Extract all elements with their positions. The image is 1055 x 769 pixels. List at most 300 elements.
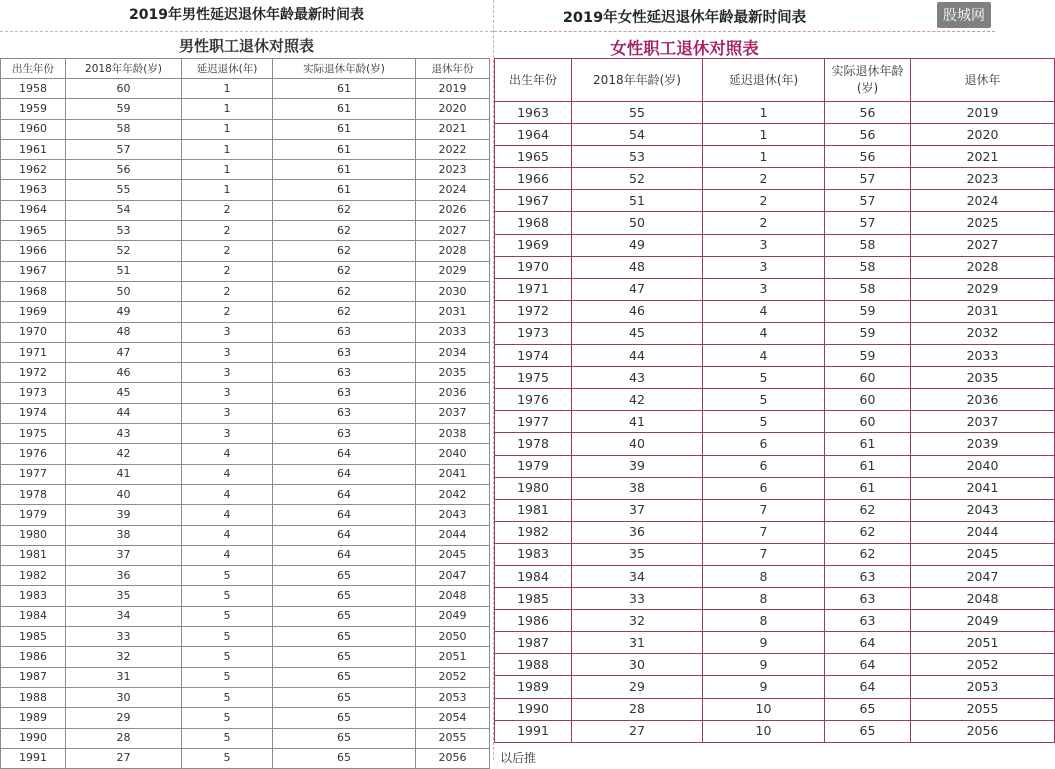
table-cell: 1980 (1, 525, 66, 545)
table-cell: 32 (66, 647, 182, 667)
table-cell: 2038 (416, 424, 490, 444)
table-cell: 33 (572, 588, 703, 610)
table-cell: 47 (66, 342, 182, 362)
table-cell: 2033 (416, 322, 490, 342)
table-row (1, 342, 490, 362)
table-cell: 57 (825, 212, 911, 234)
table-cell: 2 (182, 221, 273, 241)
male-retirement-table (0, 58, 490, 769)
table-row (1, 505, 490, 525)
table-cell: 2055 (911, 698, 1055, 720)
table-cell: 63 (273, 363, 416, 383)
table-cell: 50 (66, 281, 182, 301)
table-cell: 60 (825, 411, 911, 433)
table-cell: 1987 (495, 632, 572, 654)
table-cell: 52 (572, 168, 703, 190)
table-cell: 2024 (911, 190, 1055, 212)
table-cell: 4 (703, 345, 825, 367)
table-cell: 41 (572, 411, 703, 433)
table-cell: 1968 (1, 281, 66, 301)
table-cell: 64 (273, 444, 416, 464)
table-cell: 5 (182, 748, 273, 768)
table-cell: 52 (66, 241, 182, 261)
table-cell: 51 (66, 261, 182, 281)
table-cell: 1 (182, 180, 273, 200)
table-cell: 1983 (495, 543, 572, 565)
table-cell: 2027 (416, 221, 490, 241)
table-cell: 5 (182, 566, 273, 586)
table-cell: 1982 (1, 566, 66, 586)
table-cell: 1979 (1, 505, 66, 525)
table-cell: 62 (273, 221, 416, 241)
table-cell: 1 (182, 160, 273, 180)
table-cell: 62 (273, 200, 416, 220)
table-cell: 2056 (911, 720, 1055, 742)
table-cell: 62 (825, 543, 911, 565)
table-row (1, 748, 490, 768)
table-cell: 2029 (911, 278, 1055, 300)
table-cell: 59 (825, 345, 911, 367)
table-row (495, 102, 1055, 124)
table-cell: 1977 (1, 464, 66, 484)
table-row (495, 610, 1055, 632)
table-row (1, 200, 490, 220)
table-cell: 2 (182, 281, 273, 301)
table-cell: 2 (182, 261, 273, 281)
table-cell: 55 (66, 180, 182, 200)
table-cell: 2034 (416, 342, 490, 362)
table-cell: 58 (825, 234, 911, 256)
table-cell: 62 (825, 521, 911, 543)
table-cell: 2052 (416, 667, 490, 687)
table-cell: 3 (182, 322, 273, 342)
table-cell: 30 (66, 687, 182, 707)
table-cell: 3 (182, 342, 273, 362)
table-cell: 44 (66, 403, 182, 423)
table-row (1, 647, 490, 667)
table-cell: 43 (572, 367, 703, 389)
male-divider (0, 31, 493, 32)
table-cell: 33 (66, 627, 182, 647)
table-cell: 49 (572, 234, 703, 256)
table-cell: 65 (273, 728, 416, 748)
female-divider (494, 31, 995, 32)
table-cell: 8 (703, 610, 825, 632)
table-cell: 1963 (1, 180, 66, 200)
table-cell: 40 (572, 433, 703, 455)
table-row (1, 261, 490, 281)
table-cell: 37 (66, 545, 182, 565)
table-row (1, 444, 490, 464)
column-header: 延迟退休(年) (182, 59, 273, 79)
table-cell: 61 (825, 477, 911, 499)
table-cell: 1961 (1, 139, 66, 159)
table-cell: 2 (703, 212, 825, 234)
table-cell: 61 (825, 433, 911, 455)
table-row (1, 383, 490, 403)
table-cell: 64 (273, 545, 416, 565)
table-cell: 1988 (495, 654, 572, 676)
table-cell: 64 (825, 654, 911, 676)
table-cell: 46 (66, 363, 182, 383)
table-cell: 27 (572, 720, 703, 742)
table-cell: 5 (182, 728, 273, 748)
table-cell: 65 (825, 720, 911, 742)
table-row (1, 708, 490, 728)
table-row (495, 455, 1055, 477)
table-cell: 61 (273, 119, 416, 139)
table-cell: 45 (66, 383, 182, 403)
table-cell: 1960 (1, 119, 66, 139)
table-cell: 4 (182, 525, 273, 545)
table-cell: 1958 (1, 79, 66, 99)
table-row (1, 302, 490, 322)
table-cell: 1972 (495, 300, 572, 322)
table-cell: 65 (273, 586, 416, 606)
table-cell: 10 (703, 720, 825, 742)
table-cell: 3 (703, 234, 825, 256)
table-cell: 2049 (416, 606, 490, 626)
table-cell: 48 (66, 322, 182, 342)
table-cell: 1969 (1, 302, 66, 322)
table-row (1, 281, 490, 301)
table-cell: 2031 (416, 302, 490, 322)
table-cell: 1985 (1, 627, 66, 647)
table-cell: 57 (825, 190, 911, 212)
table-cell: 3 (182, 403, 273, 423)
table-cell: 2052 (911, 654, 1055, 676)
table-row (495, 322, 1055, 344)
table-row (1, 728, 490, 748)
table-row (1, 363, 490, 383)
table-cell: 28 (66, 728, 182, 748)
table-cell: 4 (182, 545, 273, 565)
table-cell: 1971 (495, 278, 572, 300)
table-cell: 65 (273, 667, 416, 687)
table-cell: 1 (182, 139, 273, 159)
table-cell: 61 (273, 99, 416, 119)
table-cell: 1974 (495, 345, 572, 367)
table-cell: 9 (703, 676, 825, 698)
column-header: 出生年份 (1, 59, 66, 79)
table-cell: 2028 (416, 241, 490, 261)
table-cell: 1 (182, 99, 273, 119)
table-cell: 6 (703, 477, 825, 499)
table-cell: 39 (66, 505, 182, 525)
table-cell: 50 (572, 212, 703, 234)
table-cell: 2032 (911, 322, 1055, 344)
table-cell: 1978 (1, 484, 66, 504)
table-cell: 36 (66, 566, 182, 586)
table-cell: 42 (66, 444, 182, 464)
table-cell: 2037 (911, 411, 1055, 433)
table-cell: 56 (66, 160, 182, 180)
table-cell: 2033 (911, 345, 1055, 367)
table-cell: 2030 (416, 281, 490, 301)
table-cell: 5 (703, 367, 825, 389)
table-cell: 60 (66, 79, 182, 99)
table-cell: 2019 (416, 79, 490, 99)
table-cell: 44 (572, 345, 703, 367)
table-cell: 1982 (495, 521, 572, 543)
table-cell: 2023 (911, 168, 1055, 190)
table-cell: 1991 (1, 748, 66, 768)
column-header: 出生年份 (495, 59, 572, 102)
column-header: 2018年年龄(岁) (66, 59, 182, 79)
column-header: 实际退休年龄(岁) (825, 59, 911, 102)
female-table-title: 女性职工退休对照表 (610, 39, 759, 58)
table-cell: 4 (182, 464, 273, 484)
table-row (1, 667, 490, 687)
table-row (495, 499, 1055, 521)
table-cell: 63 (825, 588, 911, 610)
table-cell: 60 (825, 389, 911, 411)
table-cell: 57 (825, 168, 911, 190)
table-cell: 2 (703, 190, 825, 212)
table-cell: 65 (273, 627, 416, 647)
table-cell: 61 (273, 139, 416, 159)
table-cell: 1965 (1, 221, 66, 241)
table-cell: 1963 (495, 102, 572, 124)
table-row (1, 464, 490, 484)
table-cell: 1959 (1, 99, 66, 119)
table-row (1, 525, 490, 545)
table-cell: 2019 (911, 102, 1055, 124)
table-cell: 62 (273, 241, 416, 261)
table-cell: 1991 (495, 720, 572, 742)
table-row (495, 720, 1055, 742)
table-cell: 7 (703, 543, 825, 565)
table-cell: 46 (572, 300, 703, 322)
table-cell: 1986 (495, 610, 572, 632)
table-cell: 1967 (495, 190, 572, 212)
watermark-logo: 股城网 (937, 2, 991, 28)
table-cell: 1986 (1, 647, 66, 667)
table-row (495, 146, 1055, 168)
table-cell: 1976 (495, 389, 572, 411)
table-cell: 1971 (1, 342, 66, 362)
table-cell: 5 (182, 708, 273, 728)
table-cell: 36 (572, 521, 703, 543)
table-cell: 1 (703, 124, 825, 146)
table-cell: 34 (572, 565, 703, 587)
table-cell: 1984 (1, 606, 66, 626)
table-cell: 55 (572, 102, 703, 124)
table-cell: 1981 (495, 499, 572, 521)
table-row (1, 687, 490, 707)
table-cell: 2040 (911, 455, 1055, 477)
table-cell: 2037 (416, 403, 490, 423)
table-cell: 65 (273, 687, 416, 707)
table-cell: 2043 (911, 499, 1055, 521)
table-cell: 4 (182, 444, 273, 464)
table-cell: 65 (273, 606, 416, 626)
table-cell: 3 (703, 256, 825, 278)
table-row (1, 424, 490, 444)
table-cell: 1 (703, 146, 825, 168)
table-cell: 65 (273, 708, 416, 728)
table-cell: 62 (273, 281, 416, 301)
table-row (495, 433, 1055, 455)
table-cell: 5 (182, 687, 273, 707)
table-cell: 1975 (495, 367, 572, 389)
table-cell: 53 (66, 221, 182, 241)
table-cell: 2035 (911, 367, 1055, 389)
table-cell: 47 (572, 278, 703, 300)
male-page-title: 2019年男性延迟退休年龄最新时间表 (129, 7, 364, 23)
table-cell: 65 (273, 647, 416, 667)
table-cell: 63 (273, 322, 416, 342)
table-cell: 10 (703, 698, 825, 720)
table-row (495, 389, 1055, 411)
table-cell: 1966 (1, 241, 66, 261)
table-cell: 2031 (911, 300, 1055, 322)
table-row (495, 234, 1055, 256)
table-row (1, 99, 490, 119)
table-cell: 2053 (911, 676, 1055, 698)
table-row (495, 543, 1055, 565)
table-cell: 4 (182, 484, 273, 504)
table-cell: 1970 (1, 322, 66, 342)
table-cell: 49 (66, 302, 182, 322)
table-cell: 1973 (495, 322, 572, 344)
table-row (495, 676, 1055, 698)
table-cell: 1978 (495, 433, 572, 455)
table-cell: 35 (66, 586, 182, 606)
table-cell: 5 (182, 627, 273, 647)
column-header: 退休年 (911, 59, 1055, 102)
table-row (495, 300, 1055, 322)
table-cell: 31 (572, 632, 703, 654)
table-cell: 2044 (911, 521, 1055, 543)
table-cell: 2026 (416, 200, 490, 220)
table-cell: 2023 (416, 160, 490, 180)
table-cell: 38 (66, 525, 182, 545)
table-cell: 1967 (1, 261, 66, 281)
table-cell: 64 (825, 676, 911, 698)
table-cell: 1976 (1, 444, 66, 464)
table-row (495, 278, 1055, 300)
table-cell: 1964 (1, 200, 66, 220)
table-row (495, 565, 1055, 587)
table-row (495, 477, 1055, 499)
table-cell: 1984 (495, 565, 572, 587)
table-cell: 1965 (495, 146, 572, 168)
table-cell: 34 (66, 606, 182, 626)
table-cell: 1969 (495, 234, 572, 256)
table-cell: 2 (182, 241, 273, 261)
table-row (495, 212, 1055, 234)
table-cell: 1987 (1, 667, 66, 687)
table-cell: 31 (66, 667, 182, 687)
table-cell: 2055 (416, 728, 490, 748)
table-cell: 2056 (416, 748, 490, 768)
table-cell: 28 (572, 698, 703, 720)
table-cell: 2044 (416, 525, 490, 545)
table-cell: 6 (703, 455, 825, 477)
table-row (495, 168, 1055, 190)
table-row (1, 627, 490, 647)
table-cell: 1988 (1, 687, 66, 707)
table-cell: 2042 (416, 484, 490, 504)
table-cell: 3 (182, 383, 273, 403)
table-cell: 1983 (1, 586, 66, 606)
table-cell: 1972 (1, 363, 66, 383)
table-cell: 2020 (416, 99, 490, 119)
table-cell: 63 (825, 565, 911, 587)
table-cell: 63 (825, 610, 911, 632)
table-cell: 2045 (911, 543, 1055, 565)
column-header: 退休年份 (416, 59, 490, 79)
table-cell: 42 (572, 389, 703, 411)
table-row (1, 79, 490, 99)
table-cell: 3 (703, 278, 825, 300)
table-cell: 56 (825, 124, 911, 146)
table-cell: 1974 (1, 403, 66, 423)
table-cell: 5 (703, 411, 825, 433)
table-cell: 5 (182, 667, 273, 687)
table-cell: 2020 (911, 124, 1055, 146)
table-cell: 2 (703, 168, 825, 190)
column-header: 2018年年龄(岁) (572, 59, 703, 102)
table-row (495, 521, 1055, 543)
table-cell: 2021 (911, 146, 1055, 168)
table-cell: 41 (66, 464, 182, 484)
table-cell: 2047 (911, 565, 1055, 587)
table-cell: 2054 (416, 708, 490, 728)
table-cell: 57 (66, 139, 182, 159)
table-cell: 8 (703, 565, 825, 587)
footnote: 以后推 (500, 751, 537, 765)
table-cell: 2027 (911, 234, 1055, 256)
table-cell: 64 (273, 525, 416, 545)
table-cell: 60 (825, 367, 911, 389)
table-cell: 61 (273, 79, 416, 99)
table-cell: 2051 (416, 647, 490, 667)
table-row (1, 586, 490, 606)
table-cell: 62 (273, 302, 416, 322)
male-retirement-panel (0, 0, 493, 765)
table-cell: 29 (66, 708, 182, 728)
table-cell: 32 (572, 610, 703, 632)
table-row (495, 256, 1055, 278)
table-row (1, 545, 490, 565)
table-cell: 51 (572, 190, 703, 212)
table-cell: 61 (273, 160, 416, 180)
female-retirement-panel (493, 0, 1001, 765)
table-row (1, 484, 490, 504)
table-cell: 2053 (416, 687, 490, 707)
table-cell: 59 (825, 322, 911, 344)
table-cell: 1966 (495, 168, 572, 190)
table-cell: 2036 (416, 383, 490, 403)
table-cell: 2025 (911, 212, 1055, 234)
table-row (1, 322, 490, 342)
table-cell: 1970 (495, 256, 572, 278)
table-cell: 2041 (416, 464, 490, 484)
table-row (495, 190, 1055, 212)
table-row (1, 566, 490, 586)
table-cell: 62 (825, 499, 911, 521)
table-cell: 37 (572, 499, 703, 521)
table-cell: 1962 (1, 160, 66, 180)
male-table-title: 男性职工退休对照表 (178, 37, 314, 55)
table-cell: 7 (703, 521, 825, 543)
table-cell: 2045 (416, 545, 490, 565)
table-row (1, 139, 490, 159)
female-retirement-table (494, 58, 1055, 743)
table-cell: 1 (703, 102, 825, 124)
